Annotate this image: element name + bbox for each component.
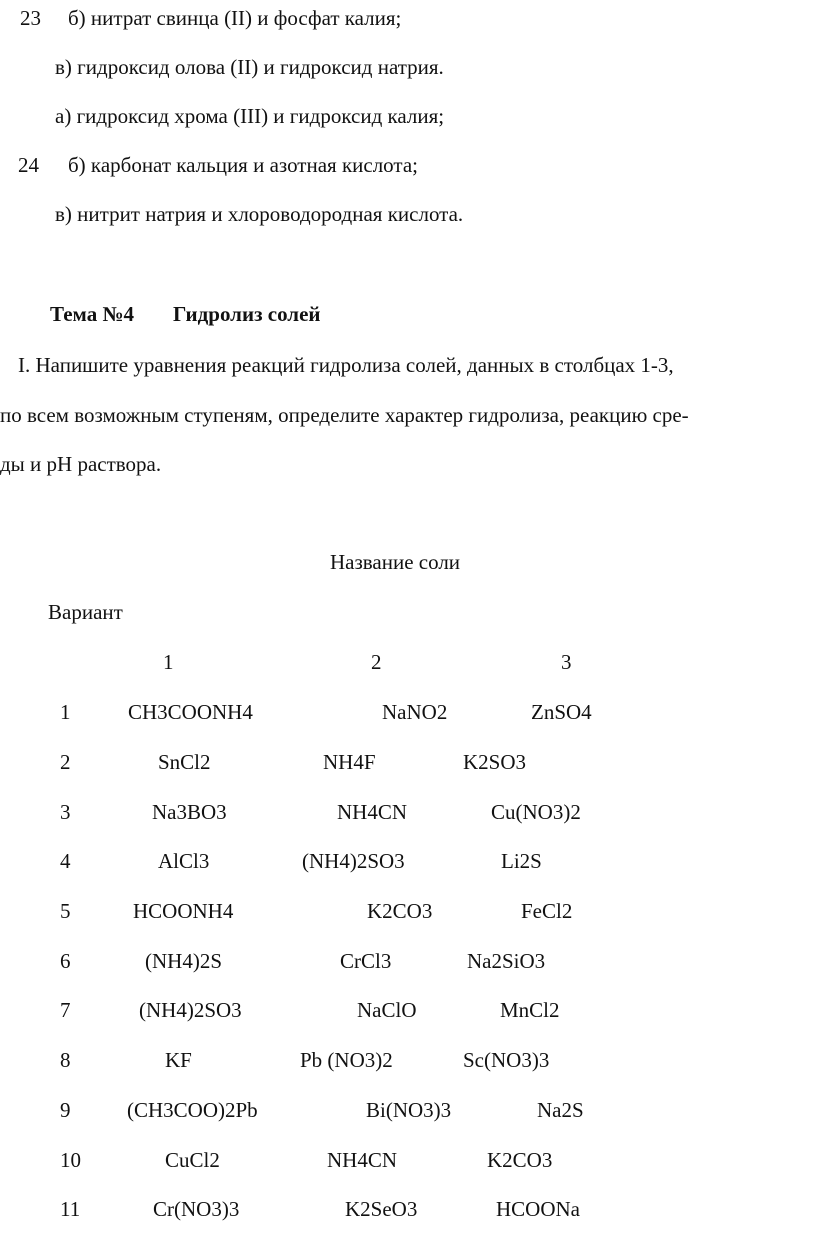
salt-cell: (NH4)2SO3 (302, 849, 405, 873)
salt-cell: MnCl2 (500, 998, 560, 1022)
row-variant-number: 8 (60, 1048, 71, 1072)
task-text-line-1: I. Напишите уравнения реакций гидролиза солей, данных в столбцах 1-3, (18, 353, 674, 377)
salt-cell: K2SO3 (463, 750, 527, 774)
salt-cell: FeCl2 (521, 899, 573, 923)
salt-cell: NH4F (323, 750, 376, 774)
salt-cell: NH4CN (327, 1148, 398, 1172)
task-24-b: б) карбонат кальция и азотная кислота; (68, 153, 418, 177)
salt-cell: NH4CN (337, 800, 408, 824)
task-number-23: 23 (20, 6, 41, 30)
salt-cell: KF (165, 1048, 192, 1072)
task-23-b: б) нитрат свинца (II) и фосфат калия; (68, 6, 402, 30)
task-text-line-2: по всем возможным ступеням, определите характер гидролиза, реакцию сре- (0, 403, 689, 427)
salt-cell: Li2S (501, 849, 542, 873)
row-variant-number: 7 (60, 998, 71, 1022)
row-variant-number: 4 (60, 849, 71, 873)
salt-cell: Bi(NO3)3 (366, 1098, 452, 1122)
task-24-a: а) гидроксид хрома (III) и гидроксид калия; (55, 104, 445, 128)
row-variant-number: 3 (60, 800, 71, 824)
row-variant-number: 11 (60, 1197, 81, 1221)
task-number-24: 24 (18, 153, 39, 177)
salt-cell: Na2SiO3 (467, 949, 546, 973)
salt-cell: CH3COONH4 (128, 700, 253, 724)
salt-cell: Na3BO3 (152, 800, 227, 824)
row-variant-number: 2 (60, 750, 71, 774)
salt-cell: (NH4)2SO3 (139, 998, 242, 1022)
salt-cell: NaClO (357, 998, 417, 1022)
salt-cell: (CH3COO)2Pb (127, 1098, 258, 1122)
salt-cell: K2CO3 (367, 899, 433, 923)
salt-cell: (NH4)2S (145, 949, 222, 973)
salt-cell: K2SeO3 (345, 1197, 418, 1221)
salt-cell: Cu(NO3)2 (491, 800, 581, 824)
salt-cell: Sc(NO3)3 (463, 1048, 550, 1072)
salt-cell: HCOONH4 (133, 899, 234, 923)
column-number-1: 1 (163, 650, 174, 674)
task-24-v: в) нитрит натрия и хлороводородная кислота. (55, 202, 464, 226)
column-number-3: 3 (561, 650, 572, 674)
column-number-2: 2 (371, 650, 382, 674)
topic-label: Тема №4 (50, 302, 135, 326)
task-text-line-3: ды и pH раствора. (0, 452, 162, 476)
salt-cell: SnCl2 (158, 750, 211, 774)
row-variant-number: 10 (60, 1148, 81, 1172)
salt-cell: CuCl2 (165, 1148, 220, 1172)
salt-cell: CrCl3 (340, 949, 392, 973)
table-header-salt-name: Название соли (330, 550, 461, 574)
row-variant-number: 1 (60, 700, 71, 724)
salt-cell: ZnSO4 (531, 700, 592, 724)
salt-cell: NaNO2 (382, 700, 448, 724)
row-variant-number: 6 (60, 949, 71, 973)
salt-cell: K2CO3 (487, 1148, 553, 1172)
salt-cell: Na2S (537, 1098, 584, 1122)
salt-cell: AlCl3 (158, 849, 210, 873)
task-23-v: в) гидроксид олова (II) и гидроксид натрия. (55, 55, 444, 79)
salt-cell: Pb (NO3)2 (300, 1048, 393, 1072)
table-header-variant: Вариант (48, 600, 123, 624)
salt-cell: HCOONa (496, 1197, 580, 1221)
row-variant-number: 9 (60, 1098, 71, 1122)
topic-title: Гидролиз солей (173, 302, 321, 326)
salt-cell: Cr(NO3)3 (153, 1197, 240, 1221)
row-variant-number: 5 (60, 899, 71, 923)
